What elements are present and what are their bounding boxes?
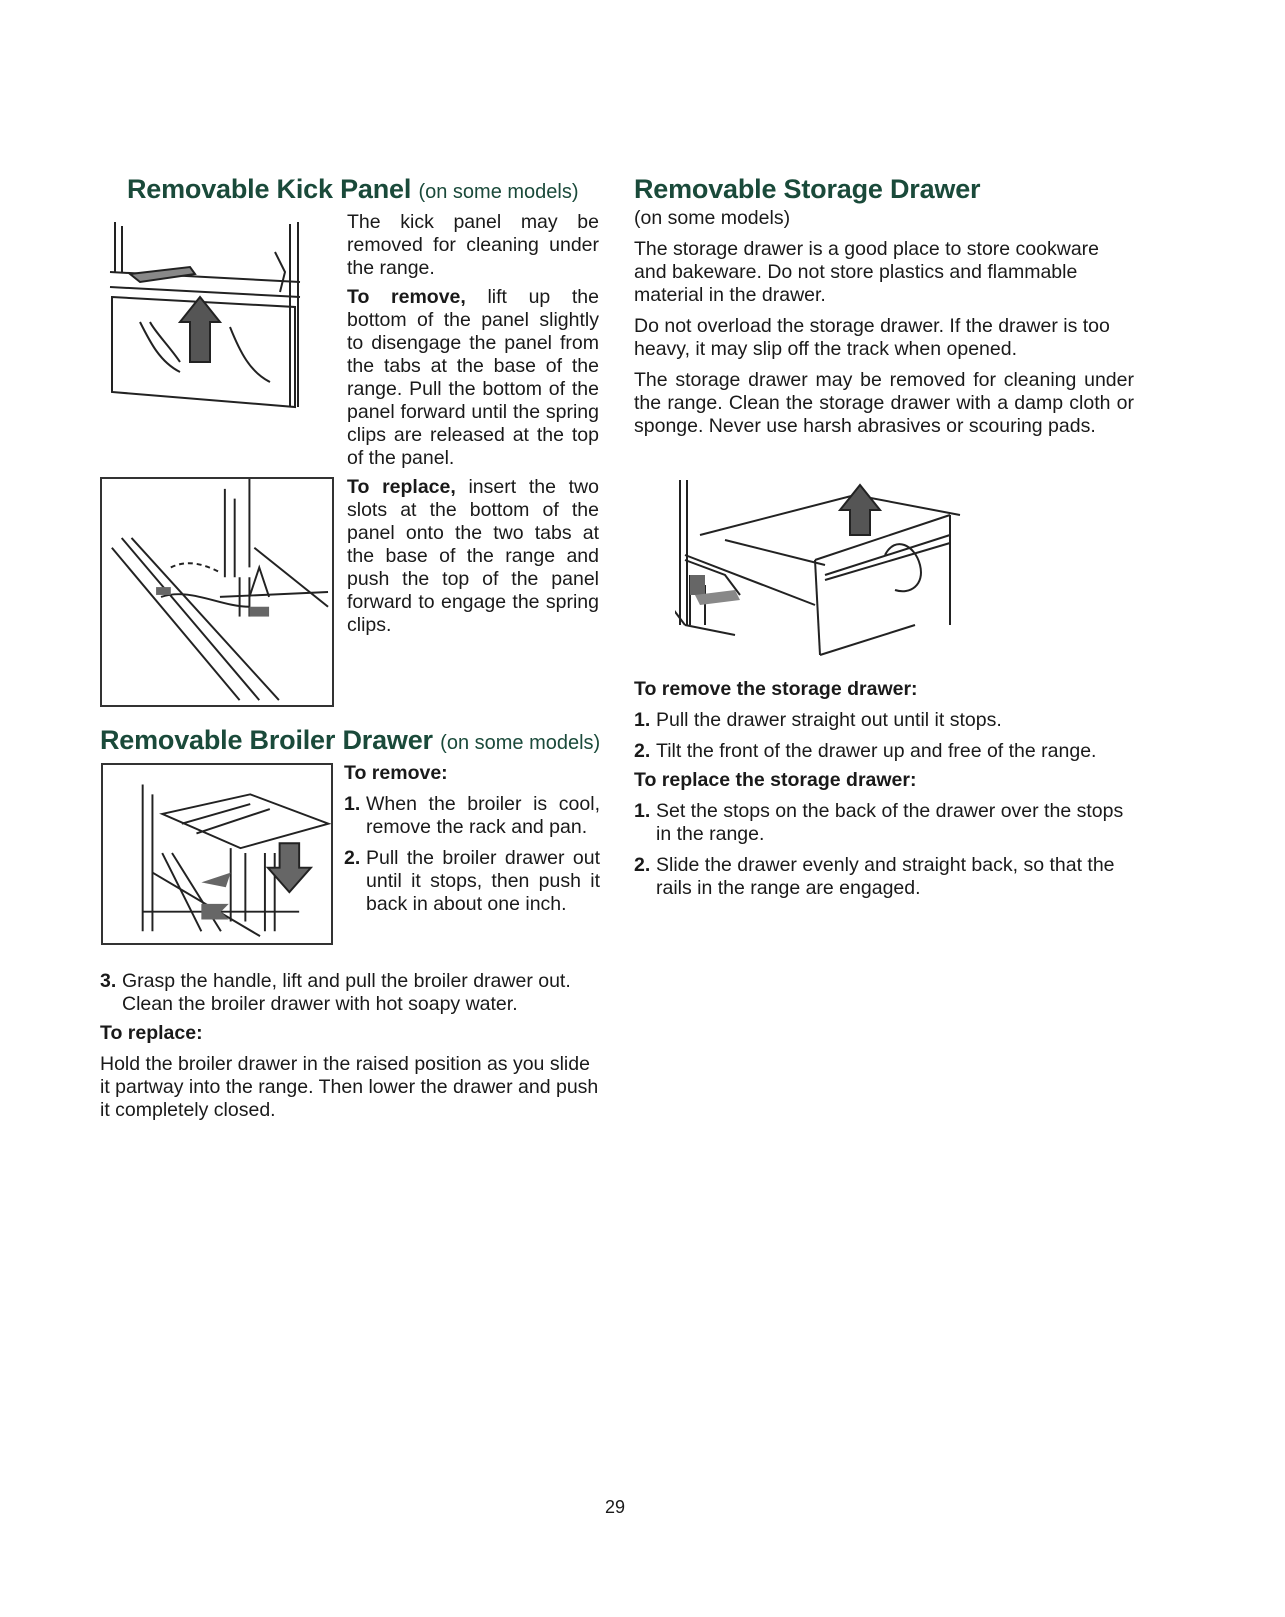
storage-remove-step-2	[634, 740, 1134, 763]
storage-remove-heading: To remove the storage drawer:	[634, 678, 918, 700]
storage-remove-step-1-text: Pull the drawer straight out until it stops.	[656, 709, 1002, 731]
kick-panel-lift-icon	[100, 212, 335, 412]
broiler-step-1-number: 1.	[344, 793, 361, 815]
broiler-title: Removable Broiler Drawer	[100, 725, 433, 755]
storage-heading	[634, 174, 980, 205]
broiler-heading	[100, 725, 600, 756]
kick-panel-text	[347, 211, 599, 637]
kick-panel-replace-text: insert the two slots at the bottom of the panel onto the two tabs at the base of the range and push the top of the panel forward to engage the spring clips.	[347, 476, 599, 636]
kick-panel-replace-label: To replace,	[347, 476, 456, 498]
storage-replace-step-2-number: 2.	[634, 854, 651, 876]
broiler-step-2-text: Pull the broiler drawer out until it stops, then push it back in about one inch.	[366, 847, 600, 915]
kick-panel-replace-paragraph	[347, 476, 599, 637]
page-number: 29	[605, 1497, 626, 1517]
broiler-remove-heading: To remove:	[344, 762, 448, 784]
broiler-lower-block	[100, 970, 600, 1122]
broiler-step-3-number: 3.	[100, 970, 117, 992]
storage-para-2: Do not overload the storage drawer. If the drawer is too heavy, it may slip off the track when opened.	[634, 315, 1110, 360]
kick-panel-replace-figure	[100, 477, 334, 707]
broiler-step-2-number: 2.	[344, 847, 361, 869]
storage-remove-step-2-number: 2.	[634, 740, 651, 762]
kick-panel-tabs-icon	[102, 479, 332, 705]
storage-figure	[675, 475, 965, 665]
broiler-step-3	[100, 970, 600, 1016]
kick-panel-remove-text: lift up the bottom of the panel slightly to disengage the panel from the tabs at the base of the range. Pull the bottom of the panel forward until the spring clips are released at the top of the panel.	[347, 286, 599, 469]
broiler-remove-block	[344, 762, 600, 916]
kick-panel-intro: The kick panel may be removed for cleaning under the range.	[347, 211, 599, 279]
kick-panel-remove-figure	[100, 212, 335, 412]
broiler-step-1	[344, 793, 600, 839]
broiler-replace-text: Hold the broiler drawer in the raised position as you slide it partway into the range. Then lower the drawer and push it completely closed.	[100, 1053, 599, 1121]
storage-intro-block	[634, 238, 1134, 438]
storage-replace-step-2	[634, 854, 1134, 900]
storage-drawer-icon	[675, 475, 965, 665]
storage-para-1: The storage drawer is a good place to store cookware and bakeware. Do not store plastics and flammable material in the drawer.	[634, 238, 1100, 306]
kick-panel-title-note: (on some models)	[418, 181, 579, 203]
kick-panel-remove-label: To remove,	[347, 286, 466, 308]
storage-remove-step-2-text: Tilt the front of the drawer up and free of the range.	[656, 740, 1097, 762]
kick-panel-remove-paragraph	[347, 286, 599, 470]
broiler-drawer-icon	[103, 765, 331, 943]
storage-replace-step-1	[634, 800, 1134, 846]
storage-steps-block	[634, 678, 1134, 900]
broiler-replace-heading: To replace:	[100, 1022, 203, 1044]
storage-title: Removable Storage Drawer	[634, 174, 981, 204]
broiler-step-1-text: When the broiler is cool, remove the rack and pan.	[366, 793, 600, 838]
storage-remove-step-1-number: 1.	[634, 709, 651, 731]
broiler-figure	[101, 763, 333, 945]
storage-replace-step-1-number: 1.	[634, 800, 651, 822]
broiler-title-note: (on some models)	[440, 732, 601, 754]
storage-para-3: The storage drawer may be removed for cleaning under the range. Clean the storage drawer with a damp cloth or sponge. Never use harsh abrasives or scouring pads.	[634, 369, 1134, 437]
broiler-step-2	[344, 847, 600, 916]
kick-panel-heading	[127, 174, 579, 205]
kick-panel-title: Removable Kick Panel	[127, 174, 412, 204]
broiler-step-3-text: Grasp the handle, lift and pull the broiler drawer out. Clean the broiler drawer with hot soapy water.	[122, 970, 571, 1015]
storage-replace-step-1-text: Set the stops on the back of the drawer over the stops in the range.	[656, 800, 1124, 845]
storage-replace-step-2-text: Slide the drawer evenly and straight back, so that the rails in the range are engaged.	[656, 854, 1115, 899]
storage-title-note: (on some models)	[634, 207, 791, 229]
storage-replace-heading: To replace the storage drawer:	[634, 769, 917, 791]
storage-remove-step-1	[634, 709, 1134, 732]
